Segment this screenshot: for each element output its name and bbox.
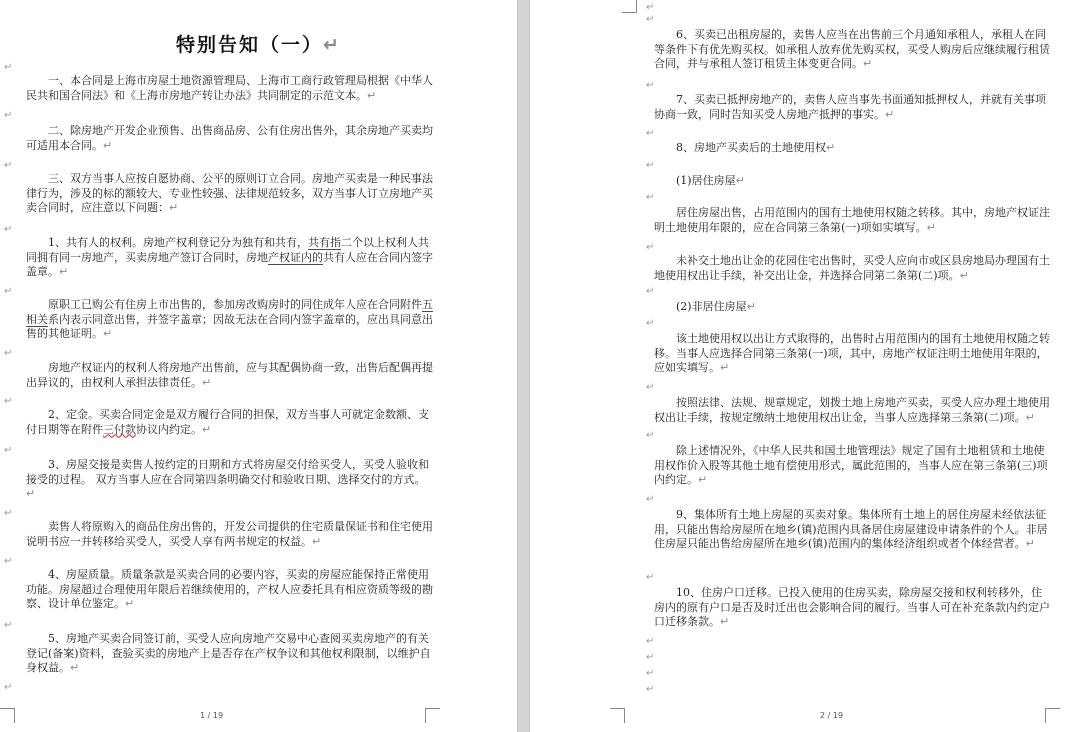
paragraph-mark-icon: ↵ [4,110,13,121]
page-number: 1 / 19 [200,711,224,720]
paragraph-6: 6、买卖已出租房屋的，卖售人应当在出售前三个月通知承租人，承租人在同等条件下有优先购买权。如承租人放弃优先购买权，买受人购房后应继续履行租赁合同，并与承租人签订租赁主体变更合同。↵ [654,28,1050,70]
paragraph-8-2-a: 该土地使用权以出让方式取得的，出售时占用范围内的国有土地使用权随之转移。当事人应选择合同第三条第(一)项，其中，房地产权证注明土地使用年限的，应如实填写。↵ [654,332,1050,374]
paragraph-mark-icon: ↵ [646,286,655,297]
paragraph-mark-icon: ↵ [646,80,655,91]
paragraph-mark-icon: ↵ [4,160,13,171]
document-title: 特别告知（一）↵ [176,34,341,56]
paragraph-mark-icon: ↵ [646,242,655,253]
paragraph-11: 5、房地产买卖合同签订前，买受人应向房地产交易中心查阅买卖房地产的有关登记(备案)资料，查验买卖的房地产上是否存在产权争议和其他权利限制，以维护自身权益。↵ [26,632,431,674]
page-2-content [530,0,1080,702]
paragraph-7: 2、定金。买卖合同定金是双方履行合同的担保，双方当事人可就定金数额、支付日期等在附件三付款协议内约定。↵ [26,408,429,436]
paragraph-1: 一、本合同是上海市房屋土地资源管理局、上海市工商行政管理局根据《中华人民共和国合同法》和《上海市房地产转让办法》共同制定的示范文本。↵ [26,74,433,102]
paragraph-mark-icon: ↵ [4,556,13,567]
paragraph-mark-icon: ↵ [4,682,13,693]
paragraph-mark-icon: ↵ [4,348,13,359]
paragraph-3: 三、双方当事人应按自愿协商、公平的原则订立合同。房地产买卖是一种民事法律行为，涉及的标的额较大、专业性较强、法律规范较多，双方当事人订立房地产买卖合同时，应注意以下问题：↵ [26,172,433,214]
document-page-2 [530,0,1080,732]
paragraph-8-2-c: 除上述情况外，《中华人民共和国土地管理法》规定了国有土地租赁和土地使用权作价入股等其他土地有偿使用形式，属此范围的，当事人应在第三条第(三)项内约定。↵ [654,444,1048,486]
paragraph-mark-icon: ↵ [646,192,655,203]
paragraph-mark-icon: ↵ [646,14,655,25]
paragraph-mark-icon: ↵ [4,620,13,631]
paragraph-6: 房地产权证内的权利人将房地产出售前，应与其配偶协商一致，出售后配偶再提出异议的，由权利人承担法律责任。↵ [26,361,433,389]
page-corner-mark [610,708,625,723]
paragraph-8-2-b: 按照法律、法规、规章规定，划拨土地上房地产买卖，买受人应办理土地使用权出让手续，按规定缴纳土地使用权出让金，当事人应选择第三条第(二)项。↵ [654,396,1050,424]
paragraph-7: 7、买卖已抵押房地产的，卖售人应当事先书面通知抵押权人，并就有关事项协商一致，同时告知买受人房地产抵押的事实。↵ [654,93,1046,121]
paragraph-mark-icon: ↵ [646,128,655,139]
paragraph-9: 9、集体所有土地上房屋的买卖对象。集体所有土地上的居住房屋未经依法征用，只能出售给房屋所在地乡(镇)范围内具备居住房屋建设申请条件的个人。非居住房屋只能出售给房屋所在地乡(镇)范围内的集体经济组织或者个体经营者。↵ [654,508,1048,550]
page-number: 2 / 19 [820,711,844,720]
paragraph-mark-icon: ↵ [323,34,341,56]
paragraph-4: 1、共有人的权利。房地产权利登记分为独有和共有，共有指二个以上权利人共同拥有同一房地产，买卖房地产签订合同时，房地产权证内的共有人应在合同内签字盖章。↵ [26,236,433,278]
paragraph-8-1: (1)居住房屋↵ [676,174,745,187]
paragraph-10: 4、房屋质量。质量条款是买卖合同的必要内容，买卖的房屋应能保持正常使用功能。房屋超过合理使用年限后若继续使用的，产权人应委托具有相应资质等级的勘察、设计单位鉴定。↵ [26,568,433,610]
paragraph-mark-icon: ↵ [4,62,13,73]
paragraph-mark-icon: ↵ [646,572,655,583]
paragraph-8: 8、房地产买卖后的土地使用权↵ [676,141,836,154]
paragraph-10: 10、住房户口迁移。已投入使用的住房买卖，除房屋交接和权利转移外，住房内的原有户口是否及时迁出也会影响合同的履行。当事人可在补充条款内约定户口迁移条款。↵ [654,586,1050,628]
paragraph-mark-icon: ↵ [4,508,13,519]
paragraph-8-1-a: 居住房屋出售，占用范围内的国有土地使用权随之转移。其中，房地产权证注明土地使用年限的，应在合同第三条第(一)项如实填写。↵ [654,206,1050,234]
paragraph-mark-icon: ↵ [646,318,655,329]
document-page-1 [0,0,517,732]
paragraph-mark-icon: ↵ [646,430,655,441]
paragraph-mark-icon: ↵ [4,396,13,407]
paragraph-mark-icon: ↵ [646,494,655,505]
paragraph-8-1-b: 未补交土地出让金的花园住宅出售时，买受人应向市或区县房地局办理国有土地使用权出让手续，补交出让金，并选择合同第二条第(二)项。↵ [654,254,1050,282]
paragraph-2: 二、除房地产开发企业预售、出售商品房、公有住房出售外，其余房地产买卖均可适用本合同。↵ [26,124,433,152]
paragraph-mark-icon: ↵ [646,382,655,393]
paragraph-8: 3、房屋交接是卖售人按约定的日期和方式将房屋交付给买受人，买受人验收和接受的过程。 双方当事人应在合同第四条明确交付和验收日期、选择交付的方式。↵ [26,458,429,500]
paragraph-mark-icon: ↵ [646,668,655,679]
paragraph-mark-icon: ↵ [646,2,655,13]
page-corner-mark [0,708,15,723]
paragraph-mark-icon: ↵ [4,286,13,297]
paragraph-mark-icon: ↵ [646,636,655,647]
page-1-content [0,0,517,702]
paragraph-mark-icon: ↵ [646,160,655,171]
page-corner-mark [1045,708,1060,723]
paragraph-mark-icon: ↵ [646,652,655,663]
paragraph-mark-icon: ↵ [4,224,13,235]
paragraph-mark-icon: ↵ [646,684,655,695]
paragraph-5: 原职工已购公有住房上市出售的，参加房改购房时的同住成年人应在合同附件五相关系内表示同意出售，并签字盖章；因故无法在合同内签字盖章的，应出具同意出售的其他证明。↵ [26,298,433,340]
paragraph-9: 卖售人将原购入的商品住房出售的，开发公司提供的住宅质量保证书和住宅使用说明书应一并转移给买受人，买受人享有两书规定的权益。↵ [26,520,433,548]
paragraph-8-2: (2)非居住房屋↵ [676,300,756,313]
paragraph-mark-icon: ↵ [4,445,13,456]
page-corner-mark [425,708,440,723]
